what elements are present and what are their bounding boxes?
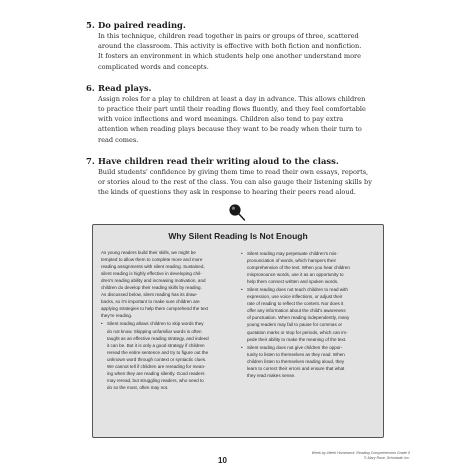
text-line: rate of reading to reflect the content. Nor does it xyxy=(247,301,344,307)
text-line: • Silent reading does not teach children to read with xyxy=(247,287,348,293)
bullet-item xyxy=(241,344,377,379)
text-line: children listen to themselves reading aloud, they xyxy=(247,358,345,364)
text-line: learn to correct their errors and ensure that what xyxy=(247,365,345,371)
tip-title: Do paired reading. xyxy=(98,20,186,30)
bullet-item xyxy=(241,250,377,285)
tip-heading xyxy=(86,156,386,167)
tips-list xyxy=(86,20,386,208)
tip-line: read comes. xyxy=(98,135,139,144)
tip-line: with voice inflections and word meanings. Children also tend to pay extra xyxy=(98,115,344,124)
tip-line: the kinds of questions they ask in response to hearing their peers read aloud. xyxy=(98,188,356,197)
text-line: dren's reading ability and increasing motivation, and xyxy=(101,278,206,284)
tip-number: 7. xyxy=(86,155,95,166)
text-line: may reread, but struggling readers, who need to xyxy=(107,377,204,383)
text-line: • Silent reading does not give children the oppor- xyxy=(247,344,343,350)
tip-line: around the classroom. This activity is effective with both fiction and nonfiction. xyxy=(98,42,362,51)
tip-line: Build students' confidence by giving them time to read their own essays, reports, xyxy=(98,167,369,176)
text-line: applying strategies to help them comprehend the text xyxy=(101,306,208,312)
text-line: do not know. Skipping unfamiliar words is often xyxy=(107,328,202,334)
text-line: it can be. But it is only a good strategy if children xyxy=(107,342,205,348)
tip-line: In this technique, children read together in pairs or groups of three, scattered xyxy=(98,32,359,40)
page-number: 10 xyxy=(218,456,227,465)
text-line: backs, so it's important to make sure children are xyxy=(101,299,200,305)
tip-line: attention when reading plays because they want to be ready when their turn to xyxy=(98,125,362,134)
text-line: As young readers build their skills, we might be xyxy=(101,250,196,255)
credit-text xyxy=(312,451,410,461)
text-line: expression, use voice inflections, or adjust their xyxy=(247,294,343,300)
tip-number: 5. xyxy=(86,20,95,30)
credit-line: Week-by-Week Homework: Reading Comprehension Grade 5 xyxy=(311,451,410,455)
text-line: children do develop their reading skills by reading. xyxy=(101,285,202,291)
tip-number: 6. xyxy=(86,82,95,93)
tip-line: It fosters an environment in which students help one another understand more xyxy=(98,52,362,61)
text-line: help them connect written and spoken words. xyxy=(247,279,339,285)
box-left-column xyxy=(101,249,237,391)
text-line: do so the most, often may not. xyxy=(107,384,169,390)
tip-line: or stories aloud to the rest of the class. You can also gauge their listening skills by xyxy=(98,178,372,187)
text-line: unknown word through context or syntactic clues. xyxy=(107,356,207,362)
text-line: tempted to allow them to complete more and more xyxy=(101,257,203,263)
text-line: reread the entire sentence and try to figure out the xyxy=(107,349,209,355)
text-line: they read makes sense. xyxy=(247,372,296,378)
tip-line: to practice their part until their reading flows fluently, and they feel comfortable xyxy=(98,105,366,114)
bullet-item xyxy=(241,286,377,342)
box-right-column xyxy=(241,249,377,379)
tip-line: complicated words and concepts. xyxy=(98,62,209,71)
tip-item xyxy=(86,156,386,198)
text-line: taught as an effective reading strategy, and indeed xyxy=(107,335,209,341)
text-line: As discussed below, silent reading has its draw- xyxy=(101,292,198,298)
text-line: We cannot tell if children are rereading for mean- xyxy=(107,363,206,369)
tip-body xyxy=(98,31,386,72)
tip-body xyxy=(98,167,386,198)
text-line: silent reading is highly effective in developing chil- xyxy=(101,271,202,277)
text-line: pede their ability to make the meaning of the text. xyxy=(247,336,347,342)
tip-heading xyxy=(86,20,386,31)
sidebar-box xyxy=(92,224,384,438)
bullet-item xyxy=(101,320,237,390)
text-line: ing when they are reading silently. Good readers xyxy=(107,370,205,376)
tip-item xyxy=(86,83,386,145)
text-line: mispronounce words, use it as an opportunity to xyxy=(247,272,344,278)
tip-heading xyxy=(86,83,386,94)
text-line: tunity to listen to themselves as they read. When xyxy=(247,351,345,357)
pushpin-icon xyxy=(226,201,248,223)
text-line: reading assignments with silent reading. Sustained, xyxy=(101,264,205,270)
tip-item xyxy=(86,20,386,72)
box-title: Why Silent Reading Is Not Enough xyxy=(168,231,308,241)
text-line: • Silent reading may perpetuate children's mis- xyxy=(247,251,338,256)
tip-body xyxy=(98,94,386,145)
text-line: offer any information about the child's awareness xyxy=(247,308,346,314)
credit-line: © Mary Rose, Scholastic Inc. xyxy=(363,456,410,461)
text-line: pronunciation of words, which hampers their xyxy=(247,258,336,264)
tip-line: Assign roles for a play to children at least a day in advance. This allows children xyxy=(98,94,366,103)
text-line: quotation marks or stop for periods, which can im- xyxy=(247,329,348,335)
tip-title: Read plays. xyxy=(98,82,152,93)
text-line: • Silent reading allows children to skip words they xyxy=(107,321,204,327)
text-line: they're reading. xyxy=(101,313,133,319)
text-line: comprehension of the text. When you hear children xyxy=(247,265,350,271)
box-intro-paragraph xyxy=(101,249,237,319)
text-line: young readers may fail to pause for commas or xyxy=(247,322,343,328)
text-line: of punctuation. When reading independently, many xyxy=(247,315,350,321)
tip-title: Have children read their writing aloud to the class. xyxy=(98,155,339,166)
